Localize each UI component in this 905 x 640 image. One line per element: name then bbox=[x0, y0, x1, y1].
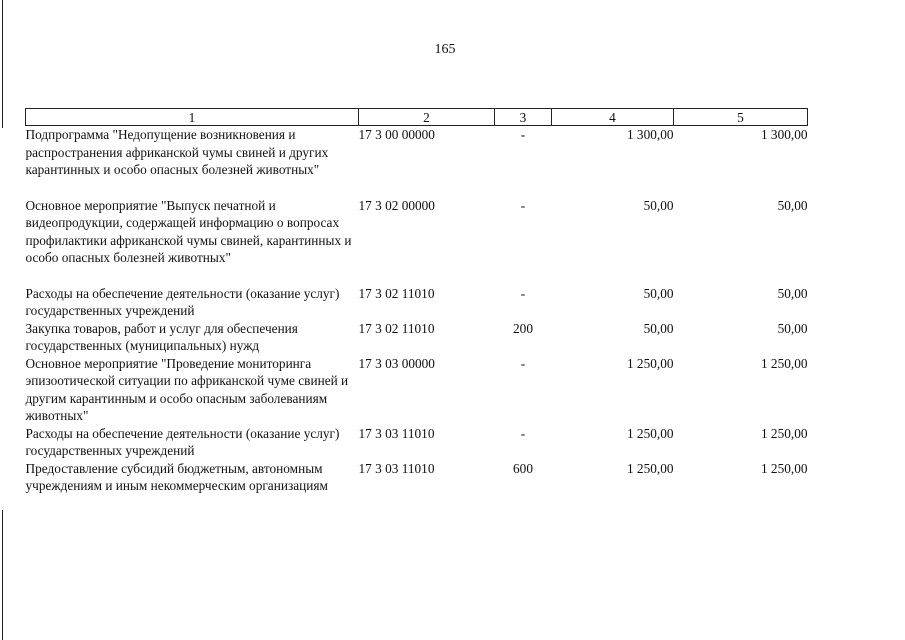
row-code: 17 3 03 11010 bbox=[358, 460, 435, 476]
row-amount-1: 50,00 bbox=[643, 285, 674, 301]
column-header: 4 bbox=[552, 109, 674, 126]
page-edge-rule bbox=[2, 510, 3, 640]
row-name: Расходы на обеспечение деятельности (оказание услуг) государственных учреждений bbox=[25, 425, 340, 458]
row-name: Расходы на обеспечение деятельности (оказание услуг) государственных учреждений bbox=[25, 285, 340, 318]
table-row bbox=[26, 197, 808, 285]
row-code: 17 3 03 00000 bbox=[358, 355, 435, 371]
table-row bbox=[26, 355, 808, 425]
row-amount-2: 1 250,00 bbox=[760, 460, 808, 476]
table-header-row bbox=[26, 109, 808, 126]
row-amount-2: 1 250,00 bbox=[760, 425, 808, 441]
row-amount-1: 1 300,00 bbox=[626, 127, 674, 142]
row-expense-type: - bbox=[520, 425, 526, 441]
row-code: 17 3 02 11010 bbox=[358, 285, 435, 301]
row-name: Подпрограмма "Недопущение возникновения и распространения африканской чумы свиней и других карантинных и особо опасных болезней животных" bbox=[25, 127, 329, 177]
row-code: 17 3 02 00000 bbox=[358, 197, 435, 213]
column-header: 1 bbox=[26, 109, 359, 126]
table-row bbox=[26, 320, 808, 355]
row-name: Предоставление субсидий бюджетным, автономным учреждениям и иным некоммерческим организациям bbox=[25, 460, 328, 493]
page-number: 165 bbox=[434, 42, 456, 57]
row-name: Основное мероприятие "Проведение мониторинга эпизоотической ситуации по африканской чуме свиней и другим карантинным и особо опасным заболеваниям животных" bbox=[25, 355, 349, 423]
row-code: 17 3 00 00000 bbox=[358, 127, 435, 142]
table-row bbox=[26, 460, 808, 495]
row-amount-1: 1 250,00 bbox=[626, 355, 674, 371]
row-code: 17 3 02 11010 bbox=[358, 320, 435, 336]
budget-table bbox=[25, 108, 808, 495]
row-amount-2: 50,00 bbox=[777, 197, 808, 213]
table-row bbox=[26, 126, 808, 197]
row-amount-2: 50,00 bbox=[777, 320, 808, 336]
column-header: 2 bbox=[359, 109, 495, 126]
row-expense-type: 600 bbox=[513, 460, 533, 476]
row-name: Закупка товаров, работ и услуг для обеспечения государственных (муниципальных) нужд bbox=[25, 320, 298, 353]
row-code: 17 3 03 11010 bbox=[358, 425, 435, 441]
row-amount-2: 1 250,00 bbox=[760, 355, 808, 371]
row-expense-type: - bbox=[520, 197, 526, 213]
row-expense-type: 200 bbox=[513, 320, 533, 336]
row-amount-1: 1 250,00 bbox=[626, 425, 674, 441]
page-edge-rule bbox=[2, 0, 3, 128]
row-expense-type: - bbox=[520, 355, 526, 371]
row-amount-1: 50,00 bbox=[643, 197, 674, 213]
row-expense-type: - bbox=[520, 127, 526, 142]
row-amount-1: 1 250,00 bbox=[626, 460, 674, 476]
column-header: 3 bbox=[495, 109, 552, 126]
column-header: 5 bbox=[674, 109, 808, 126]
table-row bbox=[26, 285, 808, 320]
row-amount-2: 1 300,00 bbox=[760, 127, 808, 142]
row-expense-type: - bbox=[520, 285, 526, 301]
row-amount-2: 50,00 bbox=[777, 285, 808, 301]
row-name: Основное мероприятие "Выпуск печатной и видеопродукции, содержащей информацию о вопросах профилактики африканской чумы свиней, карантинных и особо опасных болезней животных" bbox=[25, 197, 352, 265]
table-row bbox=[26, 425, 808, 460]
row-amount-1: 50,00 bbox=[643, 320, 674, 336]
